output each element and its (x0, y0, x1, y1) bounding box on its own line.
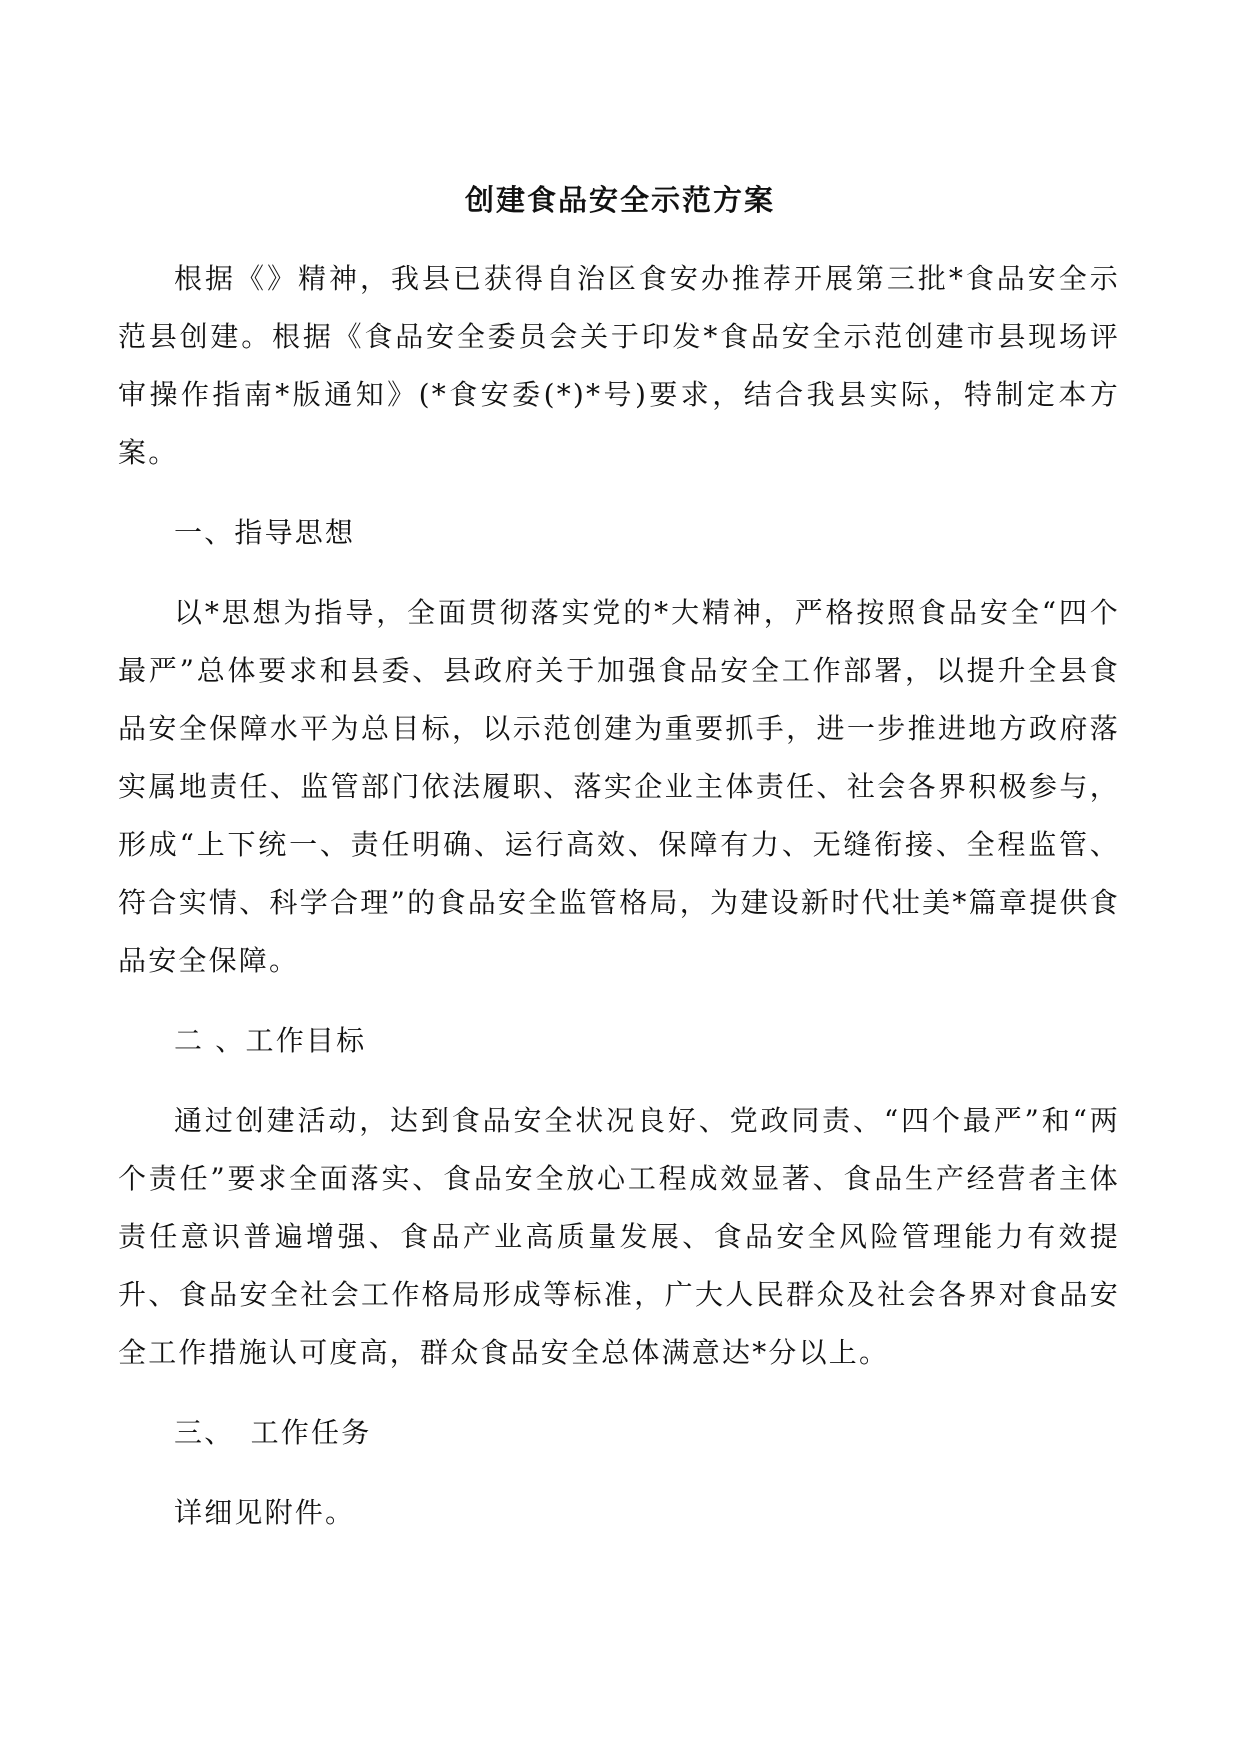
document-body (118, 250, 1120, 1564)
section-body-work-goals: 通过创建活动，达到食品安全状况良好、党政同责、“四个最严”和“两个责任”要求全面落实、食品安全放心工程成效显著、食品生产经营者主体责任意识普遍增强、食品产业高质量发展、食品安全风险管理能力有效提升、食品安全社会工作格局形成等标准，广大人民群众及社会各界对食品安全工作措施认可度高，群众食品安全总体满意达*分以上。 (118, 1104, 1120, 1369)
section-body-guiding-ideology: 以*思想为指导，全面贯彻落实党的*大精神，严格按照食品安全“四个最严”总体要求和县委、县政府关于加强食品安全工作部署，以提升全县食品安全保障水平为总目标，以示范创建为重要抓手，进一步推进地方政府落实属地责任、监管部门依法履职、落实企业主体责任、社会各界积极参与，形成“上下统一、责任明确、运行高效、保障有力、无缝衔接、全程监管、符合实情、科学合理”的食品安全监管格局，为建设新时代壮美*篇章提供食品安全保障。 (118, 596, 1120, 977)
intro-paragraph: 根据《》精神，我县已获得自治区食安办推荐开展第三批*食品安全示范县创建。根据《食品安全委员会关于印发*食品安全示范创建市县现场评审操作指南*版通知》(*食安委(*)*号)要求，结合我县实际，特制定本方案。 (118, 262, 1120, 469)
section-heading-guiding-ideology: 一、指导思想 (174, 516, 356, 549)
section-heading-work-goals: 二 、工作目标 (174, 1024, 367, 1057)
section-body-work-tasks: 详细见附件。 (174, 1496, 356, 1529)
section-heading-work-tasks: 三、 工作任务 (174, 1416, 372, 1449)
document-title: 创建食品安全示范方案 (464, 183, 775, 217)
